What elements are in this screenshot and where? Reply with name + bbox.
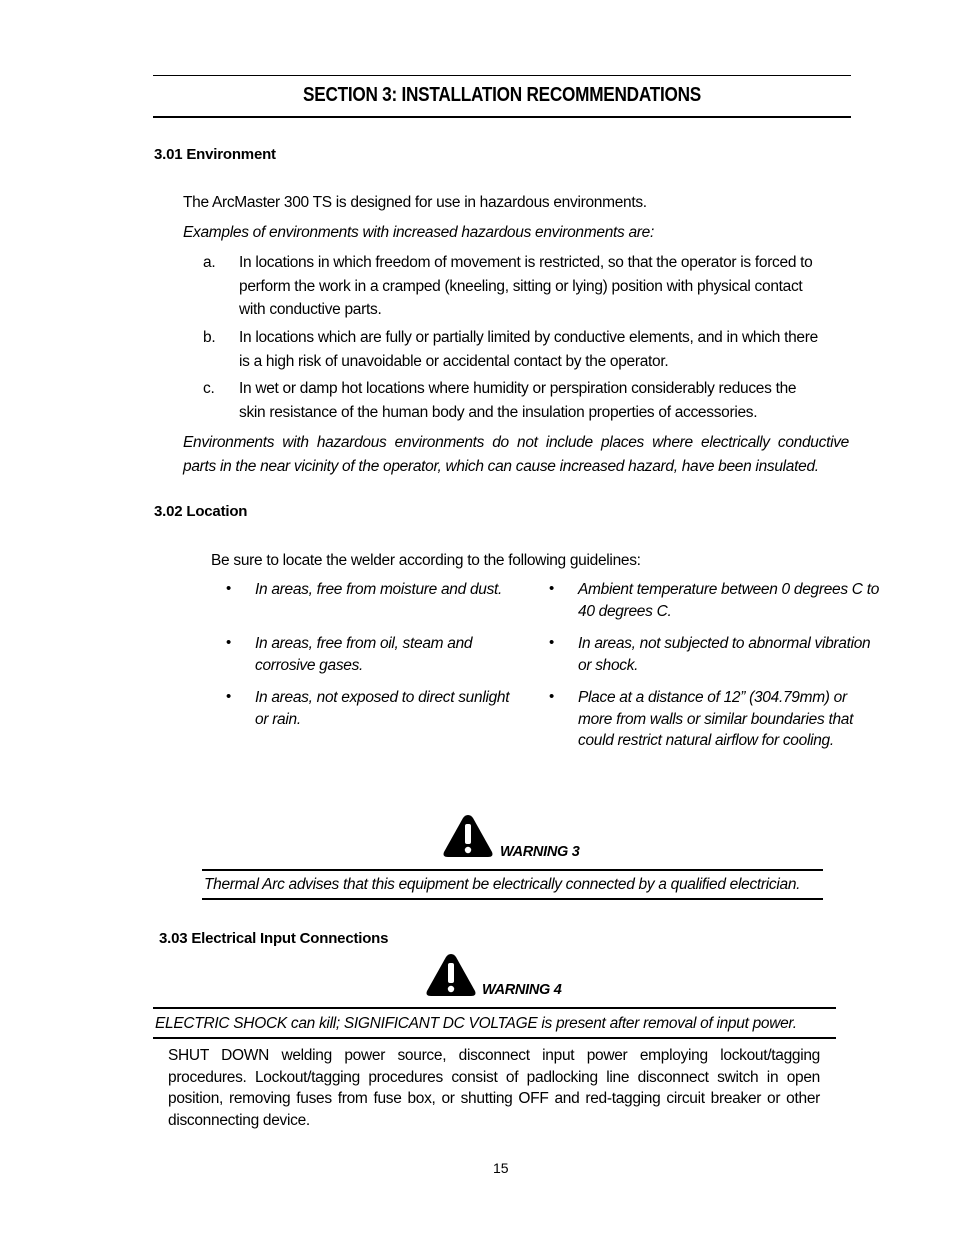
bullet-icon: • [549, 580, 555, 597]
list-item [203, 377, 843, 425]
list-item-line: perform the work in a cramped (kneeling, sitting or lying) position with physical contact [239, 277, 803, 295]
list-item-line: with conductive parts. [239, 301, 382, 318]
list-marker: b. [203, 329, 216, 346]
bullet-icon: • [226, 580, 232, 597]
location-intro: Be sure to locate the welder according to the following guidelines: [211, 552, 641, 569]
guideline-line: corrosive gases. [255, 656, 364, 674]
page-number: 15 [493, 1160, 509, 1176]
list-marker: c. [203, 380, 215, 397]
guideline-line: In areas, free from oil, steam and [255, 635, 473, 652]
location-guideline [578, 633, 870, 676]
list-item-line: skin resistance of the human body and the insulation properties of accessories. [239, 403, 758, 421]
bullet-icon: • [226, 688, 232, 705]
list-item [203, 326, 843, 374]
bullet-icon: • [549, 688, 555, 705]
warning4-label: WARNING 4 [482, 982, 562, 998]
guideline-line: or rain. [255, 710, 301, 728]
list-item-line: In locations in which freedom of movement is restricted, so that the operator is forced to [239, 254, 813, 271]
warning4-body-line: procedures. Lockout/tagging procedures consist of padlocking line disconnect switch in open [168, 1068, 820, 1086]
guideline-line: could restrict natural airflow for cooling. [578, 732, 834, 749]
warning4-body-line: position, removing fuses from fuse box, or shutting OFF and red-tagging circuit breaker or other [168, 1090, 820, 1107]
warning3-text: Thermal Arc advises that this equipment be electrically connected by a qualified electrician. [204, 876, 801, 893]
list-marker: a. [203, 254, 216, 271]
page-title: SECTION 3: INSTALLATION RECOMMENDATIONS [303, 84, 701, 106]
list-item [203, 251, 843, 323]
guideline-line: In areas, not exposed to direct sunlight [255, 689, 510, 706]
guideline-line: In areas, not subjected to abnormal vibration [578, 635, 871, 652]
guideline-line: or shock. [578, 656, 639, 674]
warning3-label: WARNING 3 [500, 844, 580, 860]
environment-note [183, 431, 849, 478]
environment-note-line: parts in the near vicinity of the operator, which can cause increased hazard, have been insulated. [183, 457, 819, 475]
warning4-text: ELECTRIC SHOCK can kill; SIGNIFICANT DC VOLTAGE is present after removal of input power. [155, 1015, 797, 1032]
electrical-heading: 3.03 Electrical Input Connections [159, 930, 389, 947]
guideline-line: Ambient temperature between 0 degrees C to [578, 581, 880, 598]
location-guideline [255, 633, 472, 676]
environment-examples-intro: Examples of environments with increased hazardous environments are: [183, 224, 654, 241]
guideline-line: 40 degrees C. [578, 602, 672, 620]
warning4-body-line: disconnecting device. [168, 1111, 310, 1129]
environment-intro: The ArcMaster 300 TS is designed for use in hazardous environments. [183, 194, 647, 211]
list-item-line: In wet or damp hot locations where humidity or perspiration considerably reduces the [239, 380, 797, 397]
warning4-body-line: SHUT DOWN welding power source, disconnect input power employing lockout/tagging [168, 1047, 820, 1064]
guideline-line: In areas, free from moisture and dust. [255, 581, 503, 598]
warning4-top-rule [153, 1007, 836, 1009]
warning3-bottom-rule [202, 898, 823, 900]
location-guideline [578, 579, 879, 622]
warning3-top-rule [202, 869, 823, 871]
guideline-line: more from walls or similar boundaries that [578, 710, 854, 728]
warning4-bottom-rule [153, 1037, 836, 1039]
warning-triangle-icon [425, 952, 477, 998]
location-heading: 3.02 Location [154, 503, 248, 520]
environment-note-line: Environments with hazardous environments do not include places where electrically conductive [183, 434, 849, 451]
warning4-body [168, 1045, 820, 1131]
title-bottom-rule [153, 116, 851, 118]
title-top-rule [153, 75, 851, 76]
list-item-line: is a high risk of unavoidable or accidental contact by the operator. [239, 352, 669, 370]
environment-heading: 3.01 Environment [154, 146, 276, 163]
location-guideline [578, 687, 853, 752]
list-item-line: In locations which are fully or partially limited by conductive elements, and in which there [239, 329, 818, 346]
location-guideline [255, 687, 509, 730]
warning-triangle-icon [442, 813, 494, 859]
location-guideline [255, 579, 502, 601]
bullet-icon: • [549, 634, 555, 651]
bullet-icon: • [226, 634, 232, 651]
guideline-line: Place at a distance of 12” (304.79mm) or [578, 689, 847, 706]
